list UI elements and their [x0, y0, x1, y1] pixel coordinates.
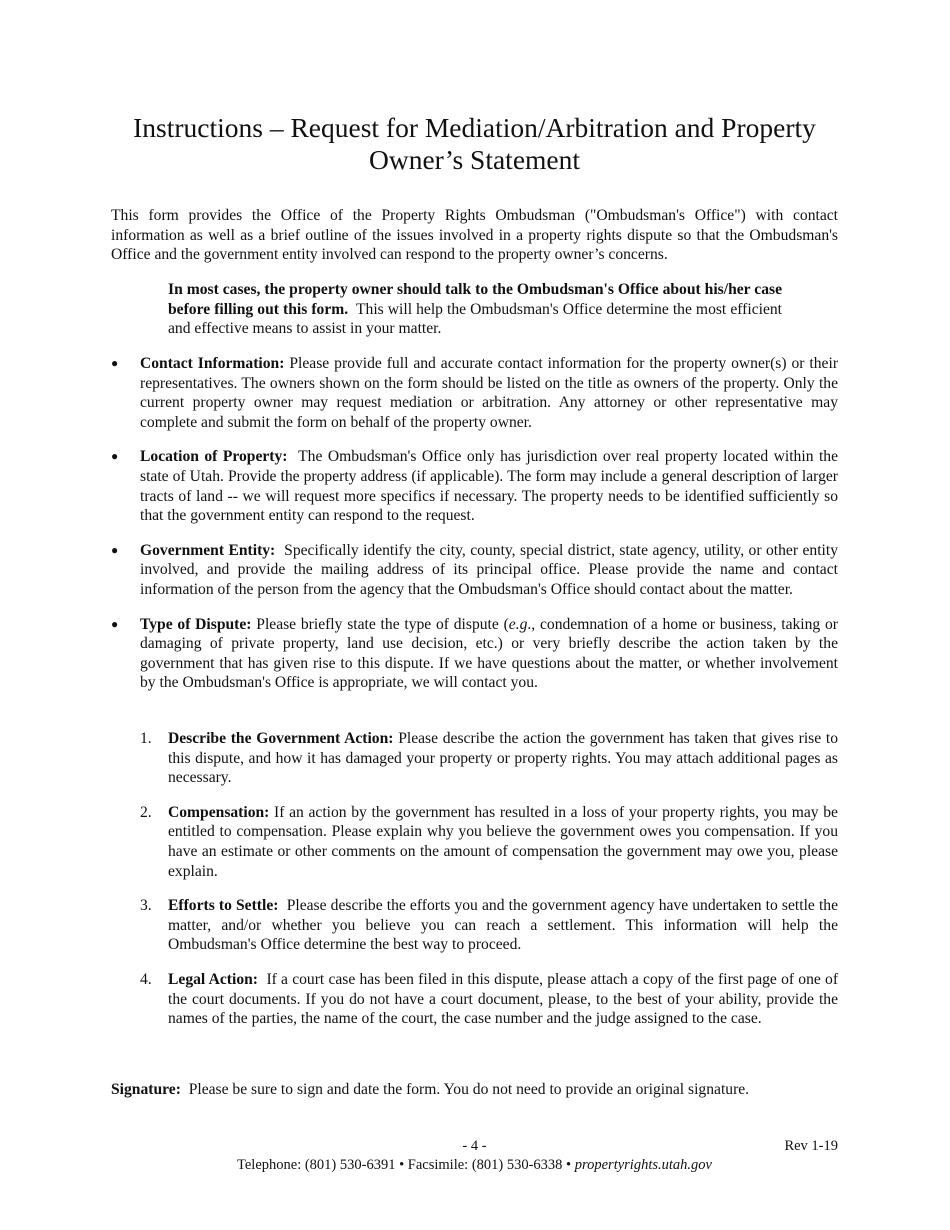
- numbered-item-government-action: [140, 729, 838, 788]
- bullet-type-of-dispute: [111, 615, 838, 693]
- bullet-text: Please briefly state the type of dispute (: [256, 615, 509, 633]
- footer-website: propertyrights.utah.gov: [574, 1157, 712, 1173]
- item-text: If an action by the government has resulted in a loss of your property rights, you may be entitled to compensation. Please explain why you believe the government owes you compensation. If you have an estimate or other comments on the amount of compensation the government may owe you, please explain.: [168, 803, 838, 880]
- bullet-contact-information: [111, 354, 838, 432]
- bullet-label: Contact Information:: [140, 355, 285, 372]
- footer-contact: [111, 1156, 838, 1176]
- item-number: 4.: [140, 970, 152, 988]
- page-number: - 4 -: [462, 1138, 487, 1154]
- bullet-text: ., condemnation of a home or business, taking or damaging of private property, land use decision, etc.) or very briefly describe the action taken by the government that has given rise to this dispute. If we have questions about the matter, or whether involvement by the Ombudsman's Office is appropriate, we will contact you.: [140, 615, 838, 692]
- bullet-icon: ●: [111, 356, 119, 370]
- bullet-icon: ●: [111, 449, 119, 464]
- footer-contact-text: Telephone: (801) 530-6391 • Facsimile: (801) 530-6338 •: [237, 1157, 572, 1173]
- numbered-item-efforts-to-settle: [140, 896, 838, 955]
- item-label: Legal Action:: [168, 970, 258, 988]
- item-label: Compensation:: [168, 803, 270, 821]
- instructions-bullet-list: [111, 354, 838, 708]
- signature-label: Signature:: [111, 1081, 181, 1098]
- numbered-item-legal-action: [140, 970, 838, 1029]
- dispute-details-numbered-list: [140, 729, 838, 1044]
- bullet-label: Location of Property:: [140, 448, 288, 466]
- bullet-text: Please provide full and accurate contact information for the property owner(s) or their representatives. The owners shown on the form should be listed on the title as owners of the property. Only the current property owner may request mediation or arbitration. Any attorney or other representative may complete and submit the form on behalf of the property owner.: [140, 355, 839, 431]
- item-label: Describe the Government Action:: [168, 730, 394, 747]
- bullet-label: Government Entity:: [140, 541, 276, 559]
- bullet-icon: ●: [111, 616, 119, 631]
- signature-paragraph: [111, 1080, 838, 1100]
- note-paragraph: [168, 280, 782, 339]
- item-label: Efforts to Settle:: [168, 897, 279, 915]
- bullet-icon: ●: [111, 542, 119, 557]
- bullet-text: Specifically identify the city, county, special district, state agency, utility, or other entity involved, and provide the mailing address of its principal office. Please provide the name and contact information of the person from the agency that the Ombudsman's Office should contact about the matter.: [140, 541, 838, 598]
- item-text: If a court case has been filed in this dispute, please attach a copy of the first page of one of the court documents. If you do not have a court document, please, to the best of your ability, provide the names of the parties, the name of the court, the case number and the judge assigned to the case.: [168, 970, 839, 1028]
- revision-label: Rev 1-19: [784, 1138, 838, 1154]
- note-text: This will help the Ombudsman's Office determine the most efficient and effective means to assist in your matter.: [168, 300, 782, 338]
- bullet-italic-text: e.g: [508, 615, 528, 633]
- intro-paragraph: This form provides the Office of the Property Rights Ombudsman ("Ombudsman's Office") with contact information as well as a brief outline of the issues involved in a property rights dispute so that the Ombudsman's Office and the government entity involved can respond to the property owner’s concerns.: [111, 207, 838, 264]
- item-text: Please describe the action the government has taken that gives rise to this dispute, and how it has damaged your property or property rights. You may attach additional pages as necessary.: [168, 730, 838, 787]
- bullet-text: The Ombudsman's Office only has jurisdiction over real property located within the state of Utah. Provide the property address (if applicable). The form may include a general description of larger tracts of land -- we will request more specifics if necessary. The property needs to be identified sufficiently so that the government entity can respond to the request.: [140, 448, 839, 525]
- item-text: Please describe the efforts you and the government agency have undertaken to settle the matter, and/or whether you believe you can reach a settlement. This information will help the Ombudsman's Office determine the best way to proceed.: [168, 897, 839, 954]
- item-number: 2.: [140, 803, 152, 821]
- bullet-label: Type of Dispute:: [140, 615, 252, 633]
- numbered-item-compensation: [140, 803, 838, 881]
- page-title: Instructions – Request for Mediation/Arbitration and Property Owner’s Statement: [133, 112, 816, 175]
- item-number: 3.: [140, 897, 152, 915]
- signature-text: Please be sure to sign and date the form. You do not need to provide an original signature.: [188, 1081, 750, 1098]
- bullet-location-of-property: [111, 447, 838, 525]
- item-number: 1.: [140, 730, 152, 747]
- note-bold-text: In most cases, the property owner should talk to the Ombudsman's Office about his/her case before filling out this form.: [168, 281, 782, 318]
- bullet-government-entity: [111, 541, 838, 600]
